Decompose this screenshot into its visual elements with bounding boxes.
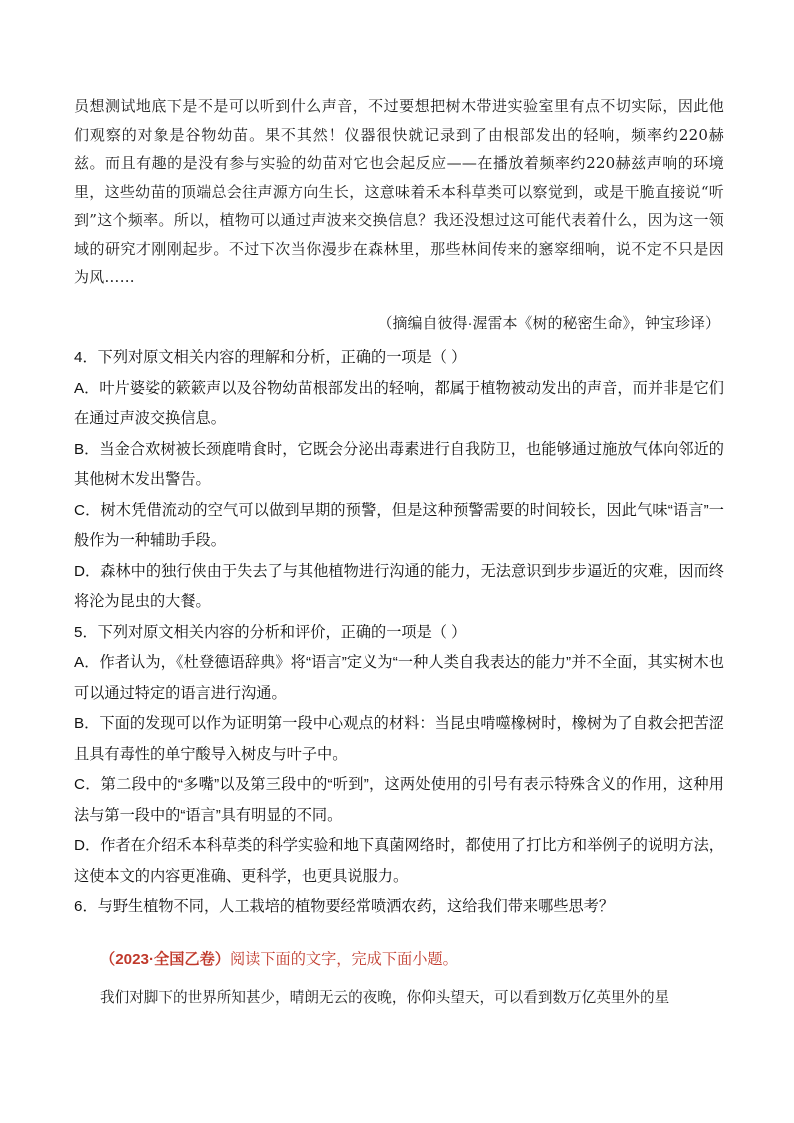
question-5-option-b: B．下面的发现可以作为证明第一段中心观点的材料：当昆虫啃噬橡树时，橡树为了自救会把苦涩且具有毒性的单宁酸导入树皮与叶子中。 (74, 715, 724, 763)
question-4-option-b: B．当金合欢树被长颈鹿啃食时，它既会分泌出毒素进行自我防卫，也能够通过施放气体向邻近的其他树木发出警告。 (74, 440, 724, 488)
exam-source-tag: （2023·全国乙卷） (100, 951, 230, 968)
question-5-option-a: A．作者认为，《杜登德语辞典》将“语言”定义为“一种人类自我表达的能力”并不全面，其实树木也可以通过特定的语言进行沟通。 (74, 654, 724, 702)
question-6-stem: 6．与野生植物不同，人工栽培的植物要经常喷洒农药，这给我们带来哪些思考？ (74, 898, 615, 915)
question-4-stem: 4．下列对原文相关内容的理解和分析，正确的一项是（ ） (74, 349, 467, 366)
section-instruction: 阅读下面的文字，完成下面小题。 (229, 951, 458, 968)
passage-source: （摘编自彼得·渥雷本《树的秘密生命》，钟宝珍译） (377, 315, 720, 332)
question-5-stem: 5．下列对原文相关内容的分析和评价，正确的一项是（ ） (74, 623, 467, 641)
question-4-option-c: C．树木凭借流动的空气可以做到早期的预警，但是这种预警需要的时间较长，因此气味“语言”一般作为一种辅助手段。 (74, 501, 724, 549)
question-list (74, 343, 724, 923)
question-4-option-a: A．叶片婆娑的簌簌声以及谷物幼苗根部发出的轻响，都属于植物被动发出的声音，而并非是它们在通过声波交换信息。 (74, 379, 724, 427)
passage-paragraph: 员想测试地底下是不是可以听到什么声音，不过要想把树木带进实验室里有点不切实际，因此他们观察的对象是谷物幼苗。果不其然！仪器很快就记录到了由根部发出的轻响，频率约220赫兹。而且有趣的是没有参与实验的幼苗对它也会起反应——在播放着频率约220赫兹声响的环境里，这些幼苗的顶端总会往声源方向生长，这意味着禾本科草类可以察觉到，或是干脆直接说“听到”这个频率。所以，植物可以通过声波来交换信息？我还没想过这可能代表着什么，因为这一领域的研究才刚刚起步。不过下次当你漫步在森林里，那些林间传来的窸窣细响，说不定不只是因为风…… (74, 97, 724, 286)
question-4-option-d: D．森林中的独行侠由于失去了与其他植物进行沟通的能力，无法意识到步步逼近的灾难，因而终将沦为昆虫的大餐。 (74, 562, 724, 610)
next-passage-first-line: 我们对脚下的世界所知甚少，晴朗无云的夜晚，你仰头望天，可以看到数万亿英里外的星 (100, 989, 670, 1006)
question-5-option-d: D．作者在介绍禾本科草类的科学实验和地下真菌网络时，都使用了打比方和举例子的说明方法，这使本文的内容更准确、更科学，也更具说服力。 (74, 837, 724, 885)
passage-body (74, 92, 724, 292)
question-5-option-c: C．第二段中的“多嘴”以及第三段中的“听到”，这两处使用的引号有表示特殊含义的作用，这种用法与第一段中的“语言”具有明显的不同。 (74, 776, 724, 824)
next-section-heading (100, 948, 720, 972)
